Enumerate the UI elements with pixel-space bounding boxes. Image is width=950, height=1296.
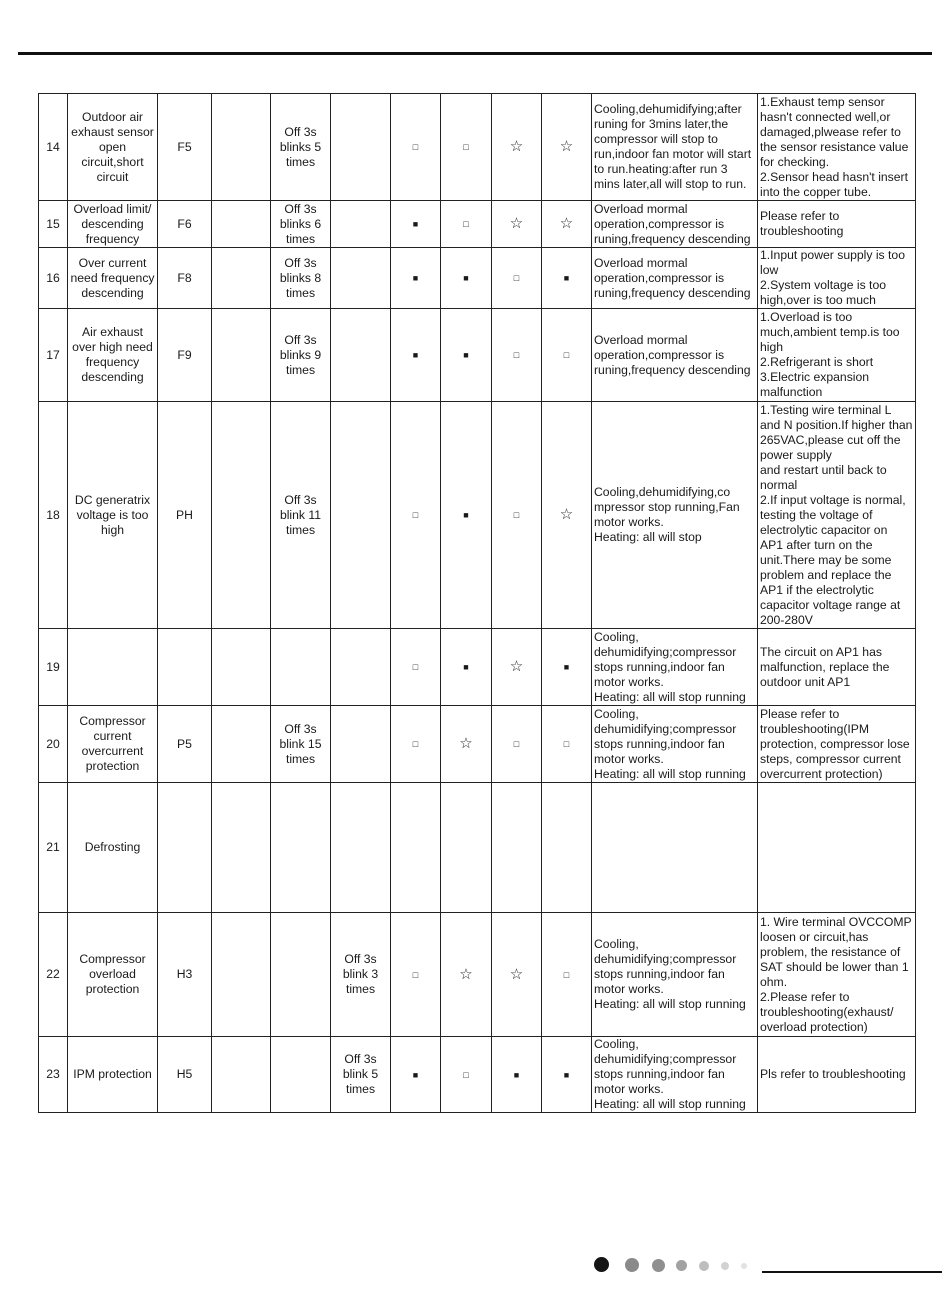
malfunction-name-cell: [68, 94, 158, 201]
table-row: [39, 783, 916, 913]
star-icon: ☆: [559, 215, 574, 232]
indicator-cell: [492, 94, 542, 201]
status-text: Cooling, dehumidifying;compressor stops running,indoor fan motor works. Heating: all will stop running: [594, 1037, 746, 1111]
column-3-cell: [212, 94, 271, 201]
indicator-cell: [391, 94, 441, 201]
star-icon: ☆: [559, 506, 574, 523]
table-row: [39, 94, 916, 201]
indicator-cell: [492, 913, 542, 1037]
indicator-cell: [391, 629, 441, 706]
page-dot: [721, 1262, 729, 1270]
error-code-cell: [158, 402, 212, 629]
indicator-cell: [542, 913, 592, 1037]
remedy-cell: [758, 913, 916, 1037]
filled-square-icon: ■: [513, 1069, 520, 1080]
blink-pattern-cell: [271, 309, 331, 402]
indicator-cell: [542, 309, 592, 402]
indicator-cell: [492, 201, 542, 248]
error-code-cell: [158, 248, 212, 309]
column-5-cell: [331, 402, 391, 629]
status-text: Cooling,dehumidifying;after runing for 3mins later,the compressor will stop to run,indoor fan motor will start to run.heating:after run 3 mins later,all will stop to run.: [594, 102, 752, 191]
column-3-cell: [212, 402, 271, 629]
malfunction-name-cell: [68, 248, 158, 309]
table-row: [39, 248, 916, 309]
blink-pattern-cell-text: Off 3s blink 15 times: [279, 721, 322, 766]
column-3-cell: [212, 248, 271, 309]
remedy-text: Please refer to troubleshooting: [760, 209, 844, 238]
filled-square-icon: ■: [463, 273, 469, 283]
indicator-cell: [441, 1037, 492, 1113]
hollow-square-icon: □: [513, 510, 520, 520]
indicator-cell: [391, 201, 441, 248]
filled-square-icon: ■: [463, 510, 469, 520]
filled-square-icon: ■: [563, 1069, 570, 1080]
star-icon: ☆: [559, 138, 574, 155]
column-3-cell: [212, 706, 271, 783]
remedy-cell: [758, 94, 916, 201]
indicator-cell: [542, 629, 592, 706]
hollow-square-icon: □: [412, 662, 419, 672]
table-row: [39, 309, 916, 402]
row-number-cell: [39, 248, 68, 309]
remedy-cell: [758, 201, 916, 248]
indicator-cell: [492, 248, 542, 309]
indicator-cell: [441, 629, 492, 706]
filled-square-icon: ■: [412, 273, 419, 283]
indicator-cell: [391, 1037, 441, 1113]
status-text: Cooling, dehumidifying;compressor stops running,indoor fan motor works. Heating: all will stop running: [594, 706, 746, 781]
indicator-cell: [441, 201, 492, 248]
row-number-cell: [39, 913, 68, 1037]
error-code-cell: [158, 913, 212, 1037]
star-icon: ☆: [509, 965, 524, 983]
table-row: [39, 629, 916, 706]
indicator-cell: [441, 309, 492, 402]
blink-pattern-cell-text: Off 3s blinks 9 times: [279, 332, 322, 377]
star-icon: ☆: [509, 658, 524, 675]
unit-status-cell: [592, 913, 758, 1037]
hollow-square-icon: □: [463, 142, 469, 152]
malfunction-name-cell: [68, 402, 158, 629]
indicator-cell: [441, 706, 492, 783]
table-row: [39, 706, 916, 783]
row-number-cell: [39, 309, 68, 402]
indicator-cell: [492, 1037, 542, 1113]
table-row: [39, 1037, 916, 1113]
malfunction-name-cell: [68, 629, 158, 706]
indicator-cell: [492, 783, 542, 913]
blink-pattern-cell-text: Off 3s blinks 8 times: [279, 255, 322, 300]
page-dot: [741, 1263, 747, 1269]
filled-square-icon: ■: [463, 350, 469, 360]
malfunction-name-cell: [68, 201, 158, 248]
remedy-text: Pls refer to troubleshooting: [760, 1067, 906, 1081]
indicator-cell: [542, 402, 592, 629]
hollow-square-icon: □: [412, 142, 419, 152]
unit-status-cell: [592, 783, 758, 913]
indicator-cell: [542, 94, 592, 201]
row-number-cell: [39, 201, 68, 248]
malfunction-name-cell-text: Overload limit/ descending frequency: [73, 201, 152, 246]
indicator-cell: [441, 783, 492, 913]
column-3-cell: [212, 1037, 271, 1113]
column-3-cell: [212, 783, 271, 913]
row-number-cell-text: 15: [46, 216, 60, 231]
row-number-cell: [39, 706, 68, 783]
hollow-square-icon: □: [412, 739, 419, 749]
column-3-cell: [212, 201, 271, 248]
row-number-cell: [39, 1037, 68, 1113]
page-dot: [652, 1259, 665, 1272]
malfunction-name-cell-text: IPM protection: [73, 1067, 152, 1081]
error-code-table: [38, 93, 916, 1113]
row-number-cell-text: 21: [46, 840, 60, 854]
unit-status-cell: [592, 629, 758, 706]
status-text: Overload mormal operation,compressor is runing,frequency descending: [594, 201, 751, 246]
indicator-cell: [492, 309, 542, 402]
row-number-cell-text: 23: [46, 1067, 60, 1081]
column-5-cell: [331, 783, 391, 913]
blink-pattern-cell: [271, 706, 331, 783]
indicator-cell: [391, 783, 441, 913]
remedy-cell: [758, 248, 916, 309]
hollow-square-icon: □: [412, 510, 419, 520]
row-number-cell-text: 22: [46, 967, 60, 981]
filled-square-icon: ■: [412, 1069, 419, 1080]
column-5-cell-text: Off 3s blink 5 times: [342, 1052, 379, 1096]
remedy-cell: [758, 402, 916, 629]
star-icon: ☆: [459, 965, 473, 983]
malfunction-name-cell-text: Compressor current overcurrent protection: [79, 714, 146, 773]
row-number-cell-text: 18: [46, 507, 60, 522]
remedy-text: The circuit on AP1 has malfunction, replace the outdoor unit AP1: [760, 644, 890, 689]
row-number-cell: [39, 402, 68, 629]
error-code-cell-text: P5: [177, 736, 192, 751]
blink-pattern-cell: [271, 94, 331, 201]
remedy-text: 1. Wire terminal OVCCOMP loosen or circuit,has problem, the resistance of SAT should be lower than 1 ohm. 2.Please refer to troubleshooting(exhaust/ overload protection): [760, 914, 912, 1034]
status-text: Cooling, dehumidifying;compressor stops running,indoor fan motor works. Heating: all will stop running: [594, 629, 746, 704]
error-code-cell: [158, 1037, 212, 1113]
remedy-cell: [758, 1037, 916, 1113]
indicator-cell: [391, 248, 441, 309]
error-code-cell-text: H5: [176, 1067, 193, 1081]
hollow-square-icon: □: [463, 219, 469, 229]
status-text: Cooling, dehumidifying;compressor stops running,indoor fan motor works. Heating: all will stop running: [594, 937, 746, 1011]
hollow-square-icon: □: [563, 969, 570, 980]
row-number-cell: [39, 783, 68, 913]
error-code-cell: [158, 201, 212, 248]
indicator-cell: [441, 94, 492, 201]
indicator-cell: [391, 706, 441, 783]
indicator-cell: [492, 629, 542, 706]
remedy-text: 1.Testing wire terminal L and N position.If higher than 265VAC,please cut off the power supply and restart until back to normal 2.If input voltage is normal, testing the voltage of electrolytic capacitor on AP1 after turn on the unit.There may be some problem and replace the AP1 if the electrolytic capacitor voltage range at 200-280V: [760, 402, 913, 627]
indicator-cell: [441, 402, 492, 629]
star-icon: ☆: [509, 215, 524, 232]
indicator-cell: [391, 309, 441, 402]
error-code-cell-text: F9: [177, 347, 192, 362]
blink-pattern-cell-text: Off 3s blink 11 times: [279, 492, 322, 537]
blink-pattern-cell: [271, 913, 331, 1037]
column-5-cell: [331, 309, 391, 402]
row-number-cell-text: 17: [46, 347, 60, 362]
error-code-cell: [158, 629, 212, 706]
indicator-cell: [492, 706, 542, 783]
malfunction-name-cell-text: DC generatrix voltage is too high: [74, 492, 151, 537]
unit-status-cell: [592, 309, 758, 402]
hollow-square-icon: □: [513, 739, 520, 749]
error-code-cell-text: H3: [176, 967, 193, 981]
hollow-square-icon: □: [563, 739, 570, 749]
hollow-square-icon: □: [513, 350, 520, 360]
indicator-cell: [391, 402, 441, 629]
unit-status-cell: [592, 94, 758, 201]
blink-pattern-cell: [271, 201, 331, 248]
blink-pattern-cell: [271, 248, 331, 309]
filled-square-icon: ■: [563, 273, 570, 283]
indicator-cell: [542, 201, 592, 248]
hollow-square-icon: □: [412, 969, 419, 980]
filled-square-icon: ■: [412, 350, 419, 360]
indicator-cell: [391, 913, 441, 1037]
malfunction-name-cell-text: Compressor overload protection: [79, 952, 146, 996]
unit-status-cell: [592, 706, 758, 783]
indicator-cell: [542, 783, 592, 913]
footer-rule: [762, 1271, 942, 1273]
column-3-cell: [212, 629, 271, 706]
malfunction-name-cell-text: Air exhaust over high need frequency descending: [72, 325, 153, 384]
remedy-cell: [758, 629, 916, 706]
error-code-cell: [158, 309, 212, 402]
error-code-cell: [158, 706, 212, 783]
unit-status-cell: [592, 402, 758, 629]
blink-pattern-cell: [271, 1037, 331, 1113]
hollow-square-icon: □: [463, 1069, 469, 1080]
column-3-cell: [212, 913, 271, 1037]
row-number-cell: [39, 629, 68, 706]
unit-status-cell: [592, 248, 758, 309]
row-number-cell-text: 16: [46, 270, 60, 285]
row-number-cell: [39, 94, 68, 201]
hollow-square-icon: □: [563, 350, 570, 360]
page-dot-active: [594, 1257, 609, 1272]
page-indicator: [590, 1256, 760, 1274]
indicator-cell: [542, 248, 592, 309]
filled-square-icon: ■: [563, 662, 570, 672]
remedy-cell: [758, 783, 916, 913]
error-code-cell-text: PH: [176, 507, 193, 522]
indicator-cell: [542, 1037, 592, 1113]
malfunction-name-cell: [68, 913, 158, 1037]
malfunction-name-cell: [68, 706, 158, 783]
indicator-cell: [492, 402, 542, 629]
unit-status-cell: [592, 201, 758, 248]
column-5-cell: [331, 248, 391, 309]
column-5-cell-text: Off 3s blink 3 times: [342, 952, 379, 996]
remedy-text: 1.Exhaust temp sensor hasn't connected well,or damaged,plwease refer to the sensor resistance value for checking. 2.Sensor head hasn't insert into the copper tube.: [760, 94, 909, 199]
malfunction-name-cell: [68, 309, 158, 402]
filled-square-icon: ■: [412, 219, 419, 229]
filled-square-icon: ■: [463, 662, 469, 672]
column-5-cell: [331, 201, 391, 248]
page-dot: [676, 1260, 687, 1271]
column-5-cell: [331, 913, 391, 1037]
row-number-cell-text: 20: [46, 736, 60, 751]
error-code-cell: [158, 94, 212, 201]
column-5-cell: [331, 706, 391, 783]
status-text: Overload mormal operation,compressor is runing,frequency descending: [594, 255, 751, 300]
error-code-cell-text: F6: [177, 216, 192, 231]
table-row: [39, 913, 916, 1037]
indicator-cell: [441, 248, 492, 309]
status-text: Overload mormal operation,compressor is runing,frequency descending: [594, 332, 751, 377]
remedy-cell: [758, 706, 916, 783]
star-icon: ☆: [459, 735, 473, 752]
blink-pattern-cell-text: Off 3s blinks 6 times: [279, 201, 322, 246]
column-3-cell: [212, 309, 271, 402]
indicator-cell: [542, 706, 592, 783]
malfunction-name-cell: [68, 783, 158, 913]
indicator-cell: [441, 913, 492, 1037]
header-rule: [18, 52, 932, 55]
remedy-cell: [758, 309, 916, 402]
row-number-cell-text: 14: [46, 139, 60, 154]
remedy-text: 1.Overload is too much,ambient temp.is too high 2.Refrigerant is short 3.Electric expansion malfunction: [760, 310, 900, 399]
column-5-cell: [331, 629, 391, 706]
blink-pattern-cell: [271, 402, 331, 629]
unit-status-cell: [592, 1037, 758, 1113]
remedy-text: 1.Input power supply is too low 2.System voltage is too high,over is too much: [760, 248, 905, 307]
malfunction-name-cell-text: Defrosting: [84, 840, 141, 854]
error-code-cell: [158, 783, 212, 913]
page-dot: [699, 1261, 709, 1271]
blink-pattern-cell: [271, 783, 331, 913]
star-icon: ☆: [509, 138, 524, 155]
table-row: [39, 402, 916, 629]
blink-pattern-cell: [271, 629, 331, 706]
column-5-cell: [331, 1037, 391, 1113]
column-5-cell: [331, 94, 391, 201]
page-dot: [625, 1258, 639, 1272]
hollow-square-icon: □: [513, 273, 520, 283]
remedy-text: Please refer to troubleshooting(IPM protection, compressor lose steps, compressor current overcurrent protection): [760, 706, 910, 781]
blink-pattern-cell-text: Off 3s blinks 5 times: [279, 124, 322, 169]
table-row: [39, 201, 916, 248]
malfunction-name-cell: [68, 1037, 158, 1113]
status-text: Cooling,dehumidifying,co mpressor stop running,Fan motor works. Heating: all will stop: [594, 485, 740, 544]
error-code-cell-text: F8: [177, 270, 192, 285]
row-number-cell-text: 19: [46, 659, 60, 674]
malfunction-name-cell-text: Over current need frequency descending: [70, 255, 155, 300]
malfunction-name-cell-text: Outdoor air exhaust sensor open circuit,short circuit: [71, 109, 154, 184]
table-body: [39, 94, 916, 1113]
error-code-cell-text: F5: [177, 139, 192, 154]
